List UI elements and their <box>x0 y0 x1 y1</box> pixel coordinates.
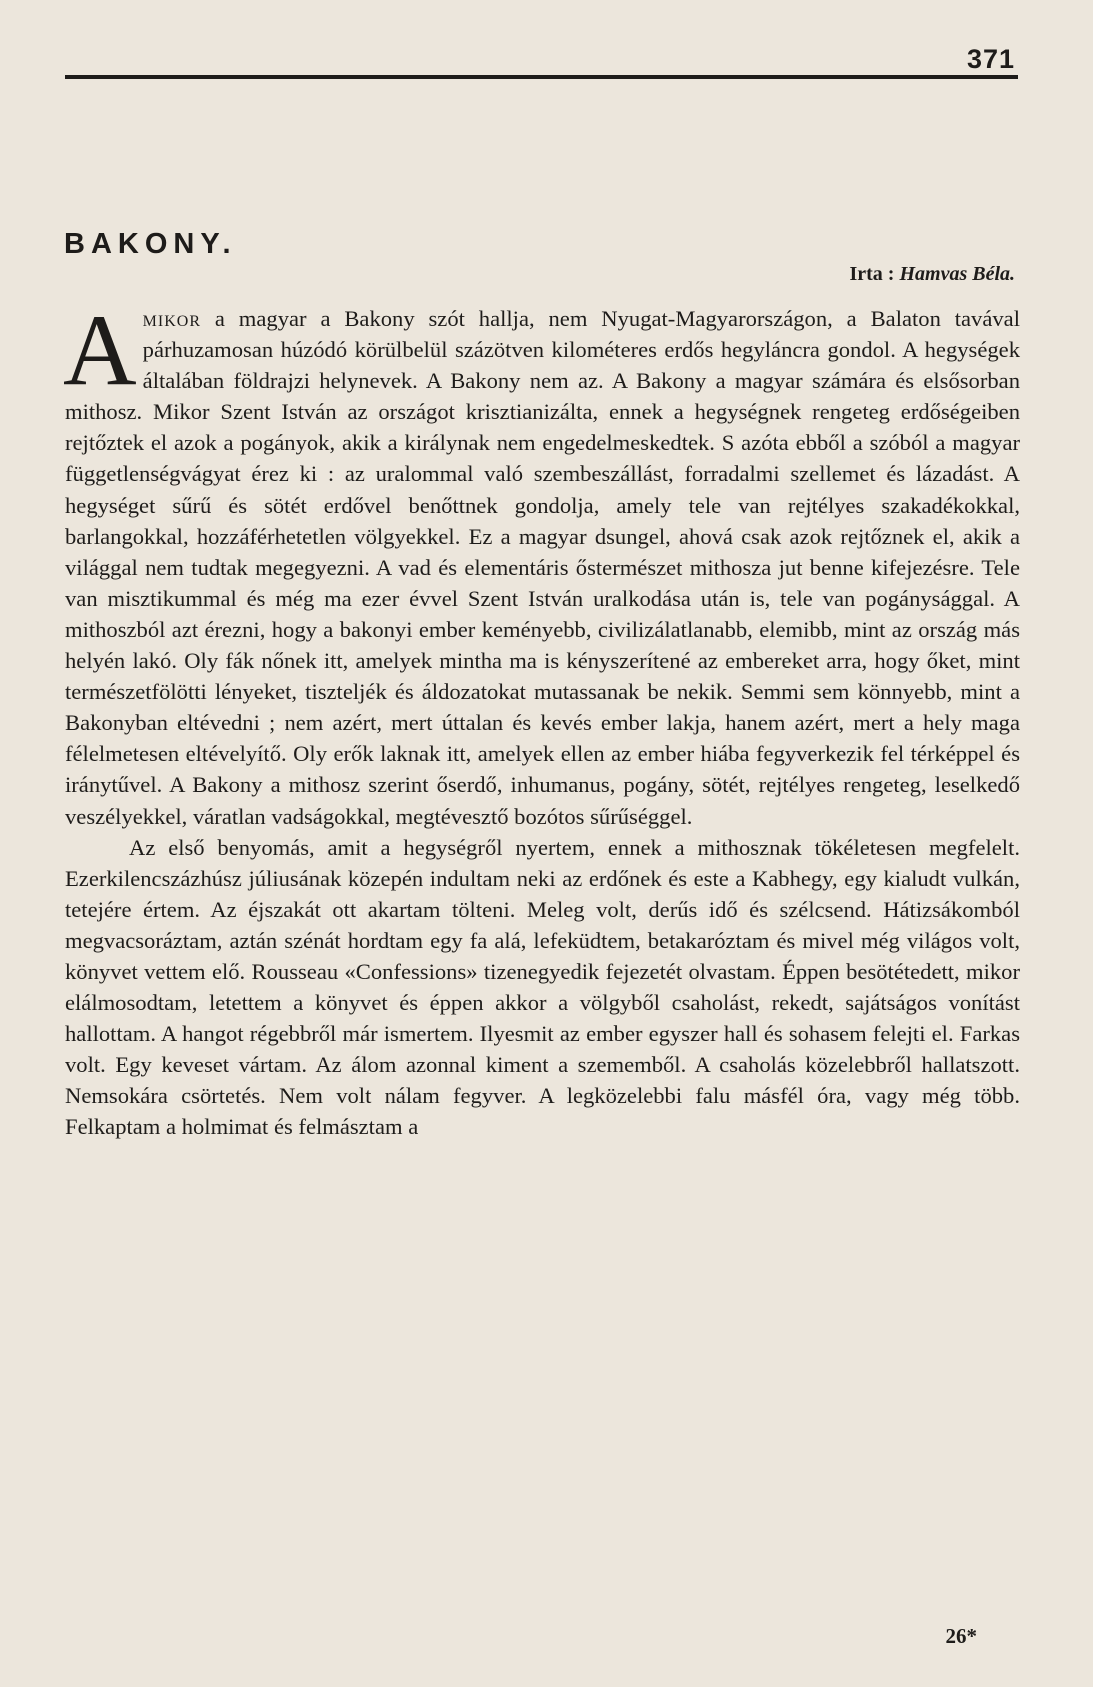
header-rule <box>65 75 1018 79</box>
signature-mark: 26* <box>945 1624 977 1648</box>
article-body <box>63 294 1020 1143</box>
paragraph-1-text: a magyar a Bakony szót hallja, nem Nyugat-Magyarországon, a Balaton tavával párhuzamosan húzódó körülbelül százötven kilométeres erdős hegyláncra gondol. A hegységek általában földrajzi helynevek. A Bakony nem az. A Bakony a magyar számára és elsősorban mithosz. Mikor Szent István az országot krisztianizálta, ennek a hegységnek rengeteg erdőségeiben rejtőztek el azok a pogányok, akik a királynak nem engedelmeskedtek. S azóta ebből a szóból a magyar függetlenségvágyat érez ki : az uralommal való szembeszállást, forradalmi szellemet és lázadást. A hegységet sűrű és sötét erdővel benőttnek gondolja, amely tele van rejtélyes szakadékokkal, barlangokkal, hozzáférhetetlen völgyekkel. Ez a magyar dsungel, ahová csak azok rejtőznek el, akik a világgal nem tudtak megegyezni. A vad és elementáris őstermészet mithosza jut benne kifejezésre. Tele van misztikummal és még ma ezer évvel Szent István uralkodása után is, tele van pogánysággal. A mithoszból azt érezni, hogy a bakonyi ember keményebb, civilizálatlanabb, elemibb, mint az ország más helyén lakó. Oly fák nőnek itt, amelyek mintha ma is kényszerítené az embereket arra, hogy őket, mint természetfölötti lényeket, tiszteljék és áldozatokat mutassanak be nekik. Semmi sem könnyebb, mint a Bakonyban eltévedni ; nem azért, mert úttalan és kevés ember lakja, hanem azért, mert a hely maga félelmetesen eltévelyítő. Oly erők laknak itt, amelyek ellen az ember hiába fegyverkezik fel térképpel és iránytűvel. A Bakony a mithosz szerint őserdő, inhumanus, pogány, sötét, rejtélyes rengeteg, leselkedő veszélyekkel, váratlan vadságokkal, megtévesztő bozótos sűrűséggel. <box>65 306 1020 829</box>
drop-cap: A <box>63 294 137 407</box>
byline-prefix: Irta : <box>849 263 895 285</box>
paragraph-2: Az első benyomás, amit a hegységről nyertem, ennek a mithosznak tökéletesen megfelelt. Ezerkilencszázhúsz júliusának közepén indultam neki az erdőnek és este a Kabhegy, egy kialudt vulkán, tetejére értem. Az éjszakát ott akartam tölteni. Meleg volt, derűs idő és szélcsend. Hátizsákomból megvacsoráztam, aztán szénát hordtam egy fa alá, lefeküdtem, betakaróztam és mivel még világos volt, könyvet vettem elő. Rousseau «Confessions» tizenegyedik fejezetét olvastam. Éppen besötétedett, mikor elálmosodtam, letettem a könyvet és éppen akkor a völgyből csaholást, rekedt, sajátságos vonítást hallottam. A hangot régebbről már ismertem. Ilyesmit az ember egyszer hall és sohasem felejti el. Farkas volt. Egy keveset vártam. Az álom azonnal kiment a szememből. A csaholás közelebbről hallatszott. Nemsokára csörtetés. Nem volt nálam fegyver. A legközelebbi falu másfél óra, vagy még több. Felkaptam a holmimat és felmásztam a <box>65 834 1020 1140</box>
byline <box>849 263 1015 286</box>
article-title: BAKONY. <box>64 228 237 260</box>
lead-word: mikor <box>142 306 202 331</box>
paragraph-1 <box>63 294 1020 832</box>
byline-author: Hamvas Béla. <box>899 263 1015 285</box>
page-number: 371 <box>966 44 1015 74</box>
